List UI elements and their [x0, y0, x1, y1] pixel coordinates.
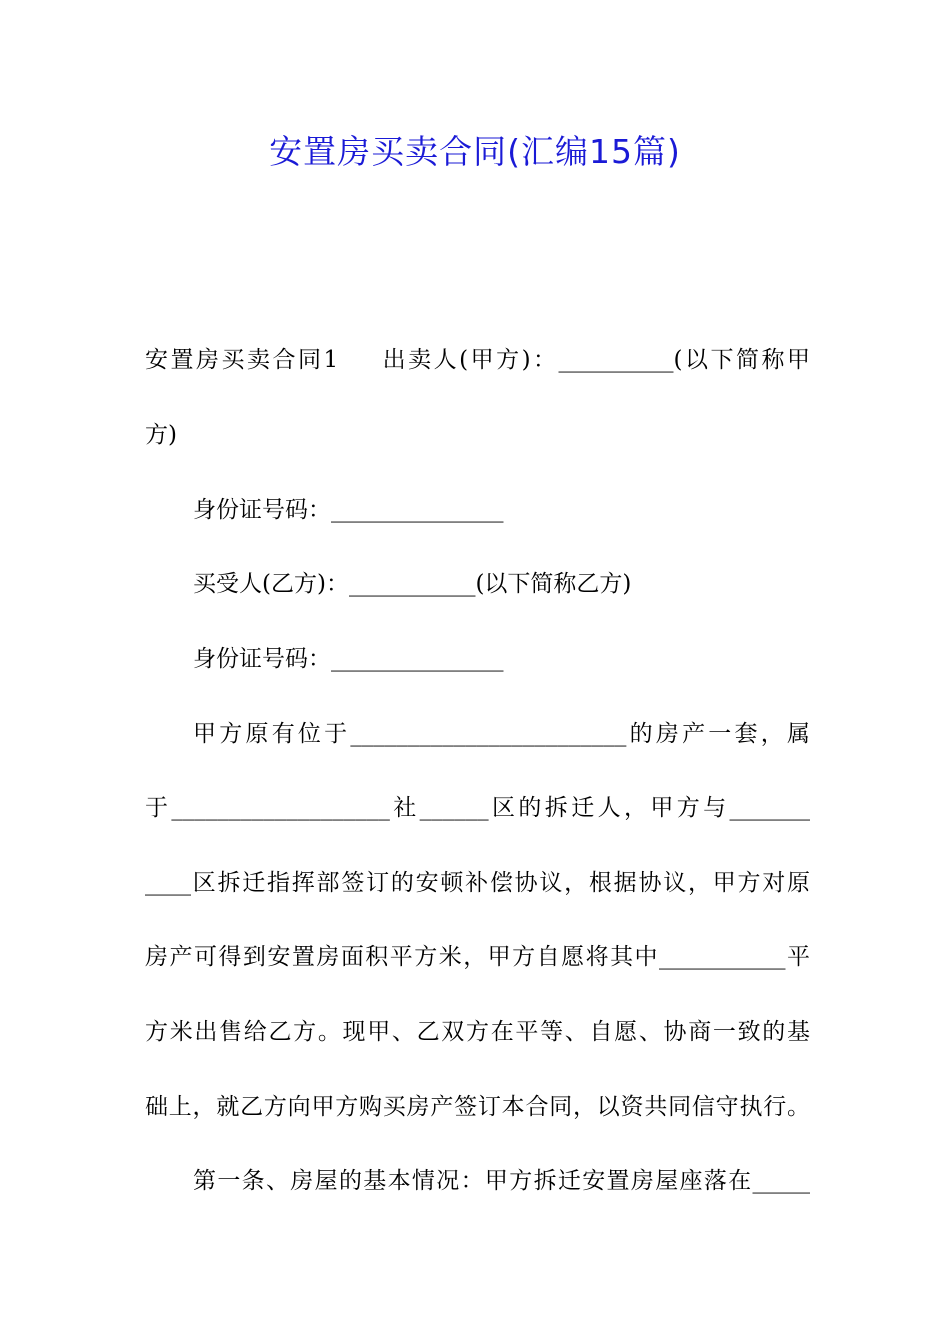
line-text: 出卖人(甲方)：__________(以下简称甲	[380, 347, 810, 373]
id-number-line: 身份证号码：_______________	[193, 646, 504, 672]
paragraph-line: 础上，就乙方向甲方购买房产签订本合同，以资共同信守执行。	[145, 1094, 810, 1120]
paragraph-line: 方)	[145, 422, 177, 448]
article-one-line: 第一条、房屋的基本情况：甲方拆迁安置房屋座落在_____	[193, 1168, 810, 1194]
paragraph-line: ____区拆迁指挥部签订的安顿补偿协议，根据协议，甲方对原	[145, 870, 810, 896]
document-title: 安置房买卖合同(汇编15篇)	[269, 132, 681, 171]
id-number-line: 身份证号码：_______________	[193, 497, 504, 523]
paragraph-line: 甲方原有位于________________________的房产一套，属	[193, 721, 810, 747]
section-heading: 安置房买卖合同1	[145, 347, 339, 373]
buyer-line: 买受人(乙方)：___________(以下简称乙方)	[193, 571, 632, 597]
paragraph-line: 房产可得到安置房面积平方米，甲方自愿将其中___________平	[145, 944, 810, 970]
paragraph-line: 方米出售给乙方。现甲、乙双方在平等、自愿、协商一致的基	[145, 1019, 810, 1045]
paragraph-line	[145, 342, 810, 378]
paragraph-line: 于___________________社______区的拆迁人，甲方与_______	[145, 795, 810, 821]
